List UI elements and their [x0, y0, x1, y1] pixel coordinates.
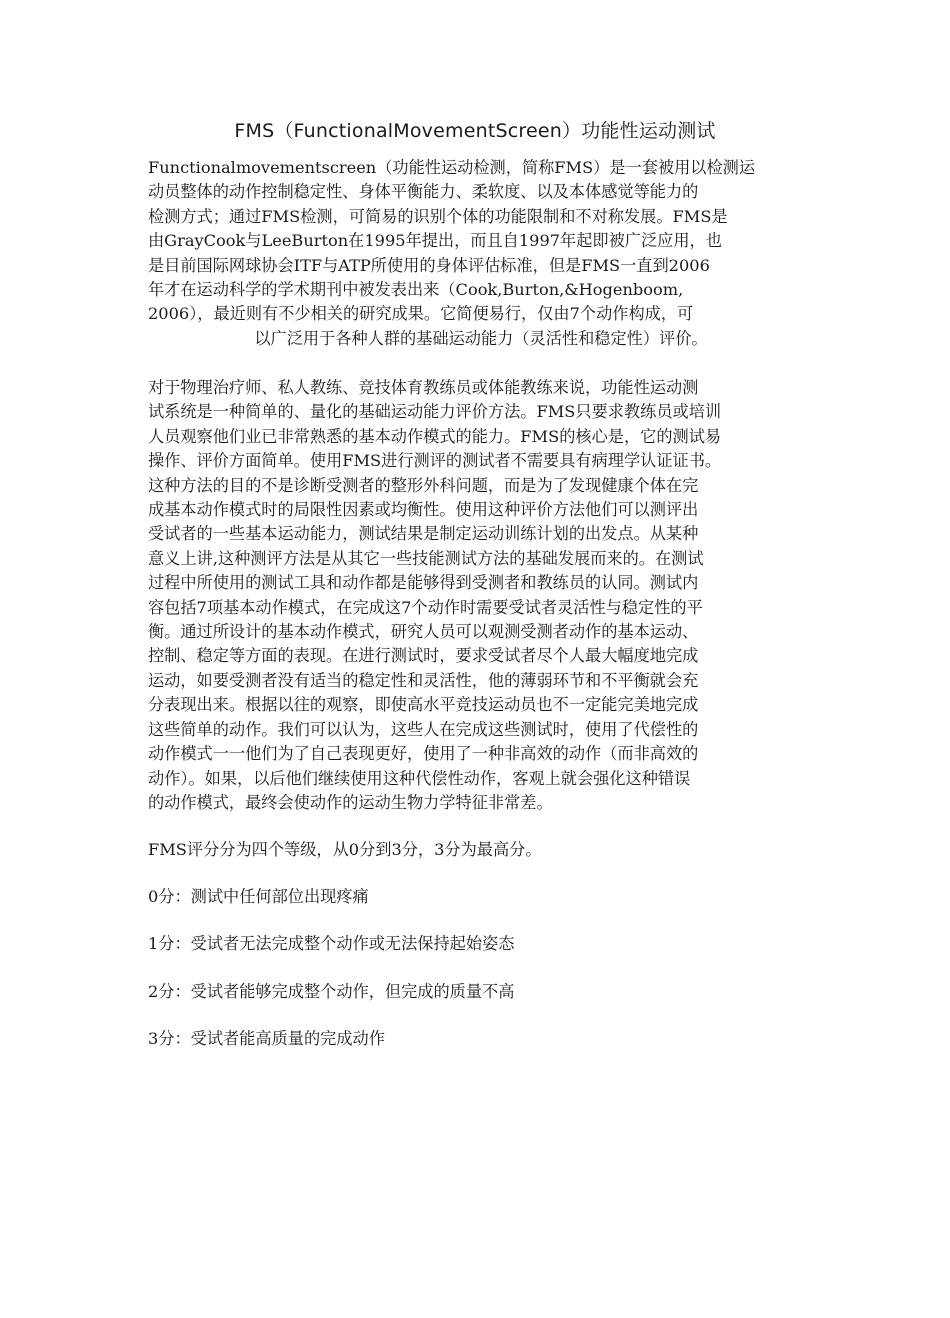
score-item-0: 0分：测试中任何部位出现疼痛 [148, 887, 369, 906]
intro-line: 以广泛用于各种人群的基础运动能力（灵活性和稳定性）评价。 [254, 328, 708, 348]
score-item-1: 1分：受试者无法完成整个动作或无法保持起始姿态 [148, 934, 515, 953]
body-line: 衡。通过所设计的基本动作模式，研究人员可以观测受测者动作的基本运动、 [148, 622, 699, 642]
body-line: 控制、稳定等方面的表现。在进行测试时，要求受试者尽个人最大幅度地完成 [148, 646, 699, 666]
body-paragraph [148, 376, 810, 815]
body-line: 这种方法的目的不是诊断受测者的整形外科问题，而是为了发现健康个体在完 [148, 475, 699, 495]
intro-line: 是目前国际网球协会ITF与ATP所使用的身体评估标准，但是FMS一直到2006 [148, 255, 710, 275]
body-line: 分表现出来。根据以往的观察，即使高水平竞技运动员也不一定能完美地完成 [148, 695, 699, 715]
intro-line: 2006），最近则有不少相关的研究成果。它简便易行，仅由7个动作构成，可 [148, 304, 694, 324]
body-line: 成基本动作模式时的局限性因素或均衡性。使用这种评价方法他们可以测评出 [148, 500, 699, 520]
body-line: 过程中所使用的测试工具和动作都是能够得到受测者和教练员的认同。测试内 [148, 573, 699, 593]
body-line: 动作）。如果，以后他们继续使用这种代偿性动作，客观上就会强化这种错误 [148, 768, 691, 788]
score-item-2: 2分：受试者能够完成整个动作，但完成的质量不高 [148, 982, 515, 1001]
body-line: 受试者的一些基本运动能力，测试结果是制定运动训练计划的出发点。从某种 [148, 524, 699, 544]
body-line: 意义上讲,这种测评方法是从其它一些技能测试方法的基础发展而来的。在测试 [148, 548, 704, 568]
intro-line: 年才在运动科学的学术期刊中被发表出来（Cook,Burton,&Hogenboom, [148, 280, 684, 300]
intro-line: 动员整体的动作控制稳定性、身体平衡能力、柔软度、以及本体感觉等能力的 [148, 182, 699, 202]
body-line: 对于物理治疗师、私人教练、竞技体育教练员或体能教练来说，功能性运动测 [148, 378, 699, 397]
intro-line: 检测方式；通过FMS检测，可简易的识别个体的功能限制和不对称发展。FMS是 [148, 206, 728, 226]
body-line: 这些简单的动作。我们可以认为，这些人在完成这些测试时，使用了代偿性的 [148, 719, 699, 739]
intro-line: 由GrayCook与LeeBurton在1995年提出，而且自1997年起即被广泛应用，也 [148, 231, 722, 251]
body-line: 运动，如要受测者没有适当的稳定性和灵活性，他的薄弱环节和不平衡就会充 [148, 670, 699, 690]
intro-line: Functionalmovementscreen（功能性运动检测，简称FMS）是一套被用以检测运 [148, 158, 756, 177]
intro-paragraph [148, 156, 810, 351]
body-line: 试系统是一种简单的、量化的基础运动能力评价方法。FMS只要求教练员或培训 [148, 402, 722, 422]
body-line: 人员观察他们业已非常熟悉的基本动作模式的能力。FMS的核心是，它的测试易 [148, 426, 722, 446]
body-line: 操作、评价方面简单。使用FMS进行测评的测试者不需要具有病理学认证证书。 [148, 451, 722, 471]
body-line: 的动作模式，最终会使动作的运动生物力学特征非常差。 [148, 792, 553, 812]
score-item-3: 3分：受试者能高质量的完成动作 [148, 1029, 385, 1048]
document-title: FMS（FunctionalMovementScreen）功能性运动测试 [234, 120, 716, 142]
body-line: 动作模式一一他们为了自己表现更好，使用了一种非高效的动作（而非高效的 [148, 744, 699, 764]
body-line: 容包括7项基本动作模式，在完成这7个动作时需要受试者灵活性与稳定性的平 [148, 597, 703, 617]
scoring-intro: FMS评分分为四个等级，从0分到3分，3分为最高分。 [148, 840, 542, 859]
